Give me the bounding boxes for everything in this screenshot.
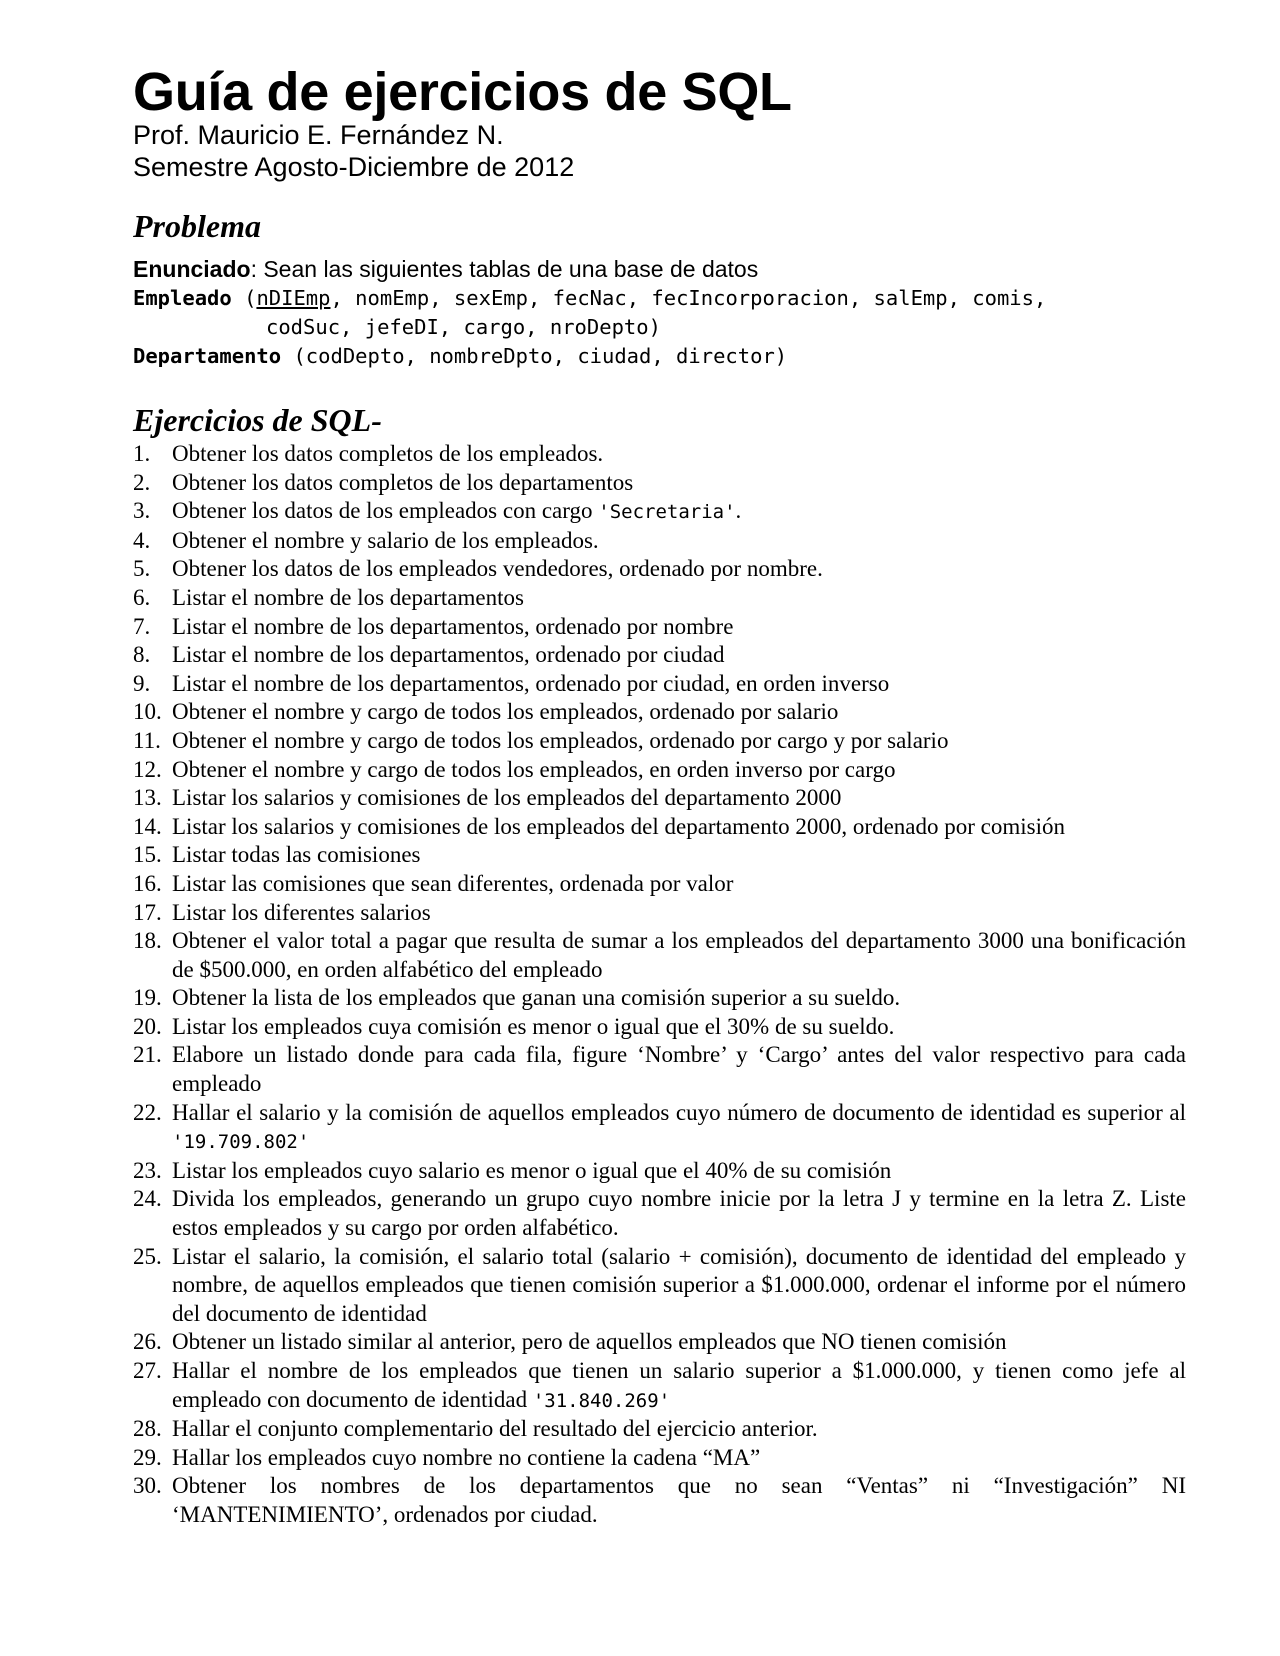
empleado-open: ( bbox=[231, 286, 257, 310]
exercise-item bbox=[133, 1243, 1186, 1329]
exercise-text: Hallar el nombre de los empleados que tienen un salario superior a $1.000.000, y tienen como jefe al empleado con documento de identidad bbox=[172, 1358, 1186, 1412]
exercise-item bbox=[133, 1472, 1186, 1529]
exercise-number: 22. bbox=[133, 1099, 162, 1125]
exercise-text-suffix: . bbox=[735, 498, 742, 524]
empleado-table-name: Empleado bbox=[133, 286, 232, 310]
page-title: Guía de ejercicios de SQL bbox=[133, 62, 792, 122]
exercise-item bbox=[133, 927, 1186, 984]
ejercicios-heading: Ejercicios de SQL- bbox=[133, 402, 382, 438]
exercise-item bbox=[133, 527, 1186, 556]
exercise-number: 20. bbox=[133, 1013, 162, 1039]
exercise-item bbox=[133, 497, 1186, 527]
exercise-text: Obtener los datos de los empleados con cargo bbox=[172, 498, 599, 524]
exercise-number: 18. bbox=[133, 928, 162, 954]
exercise-item bbox=[133, 784, 1186, 813]
exercise-number: 12. bbox=[133, 756, 162, 782]
exercise-number: 4. bbox=[133, 527, 151, 553]
exercise-text: Listar el nombre de los departamentos bbox=[172, 584, 524, 610]
exercise-number: 27. bbox=[133, 1358, 162, 1383]
exercise-number: 2. bbox=[133, 469, 151, 495]
exercise-text: Listar los salarios y comisiones de los empleados del departamento 2000, ordenado por comisión bbox=[172, 813, 1065, 839]
exercise-item bbox=[133, 756, 1186, 785]
exercise-item bbox=[133, 841, 1186, 870]
exercise-number: 9. bbox=[133, 670, 151, 696]
exercise-number: 7. bbox=[133, 613, 151, 639]
enunciado-line bbox=[133, 254, 758, 284]
exercise-text: Divida los empleados, generando un grupo cuyo nombre inicie por la letra J y termine en la letra Z. Liste estos empleados y su cargo por orden alfabético. bbox=[172, 1186, 1186, 1241]
exercise-text: Obtener el nombre y salario de los empleados. bbox=[172, 527, 599, 553]
semester-line: Semestre Agosto-Diciembre de 2012 bbox=[133, 152, 575, 182]
empleado-schema-line-1 bbox=[133, 284, 1046, 313]
author-line: Prof. Mauricio E. Fernández N. bbox=[133, 120, 504, 150]
exercise-number: 21. bbox=[133, 1042, 162, 1068]
exercise-text: Listar los empleados cuya comisión es menor o igual que el 30% de su sueldo. bbox=[172, 1013, 895, 1039]
exercise-text: Obtener la lista de los empleados que ganan una comisión superior a su sueldo. bbox=[172, 985, 901, 1011]
exercise-text: Listar todas las comisiones bbox=[172, 842, 421, 868]
exercise-item bbox=[133, 813, 1186, 842]
exercise-item bbox=[133, 1357, 1186, 1415]
exercise-text: Listar las comisiones que sean diferentes, ordenada por valor bbox=[172, 870, 734, 896]
exercise-number: 8. bbox=[133, 642, 151, 668]
exercise-text: Listar el nombre de los departamentos, ordenado por ciudad bbox=[172, 642, 725, 668]
exercise-code-literal: 'Secretaria' bbox=[598, 501, 736, 524]
exercise-number: 28. bbox=[133, 1416, 162, 1442]
exercise-number: 1. bbox=[133, 441, 151, 466]
exercise-item bbox=[133, 870, 1186, 899]
departamento-table-name: Departamento bbox=[133, 344, 282, 368]
exercise-text: Listar los empleados cuyo salario es menor o igual que el 40% de su comisión bbox=[172, 1157, 892, 1183]
exercise-number: 25. bbox=[133, 1243, 162, 1269]
exercise-text: Listar los salarios y comisiones de los empleados del departamento 2000 bbox=[172, 785, 842, 811]
exercise-item bbox=[133, 984, 1186, 1013]
exercise-number: 23. bbox=[133, 1157, 162, 1183]
exercise-number: 24. bbox=[133, 1186, 162, 1212]
exercise-text: Listar el salario, la comisión, el salario total (salario + comisión), documento de identidad del empleado y nombre, de aquellos empleados que tienen comisión superior a $1.000.000, ordenar el informe por el número del documento de identidad bbox=[172, 1243, 1186, 1326]
exercise-item bbox=[133, 555, 1186, 584]
exercise-text: Obtener el nombre y cargo de todos los empleados, ordenado por cargo y por salario bbox=[172, 727, 949, 753]
exercise-number: 5. bbox=[133, 556, 151, 582]
exercise-number: 10. bbox=[133, 699, 162, 725]
exercise-text: Obtener el valor total a pagar que resulta de sumar a los empleados del departamento 3000 una bonificación de $500.000, en orden alfabético del empleado bbox=[172, 928, 1186, 982]
exercise-item bbox=[133, 1328, 1186, 1357]
exercise-item bbox=[133, 584, 1186, 613]
exercise-code-literal: '19.709.802' bbox=[172, 1131, 310, 1154]
exercise-text: Obtener los datos completos de los empleados. bbox=[172, 441, 604, 466]
exercise-item bbox=[133, 670, 1186, 699]
exercise-item bbox=[133, 899, 1186, 928]
exercise-item bbox=[133, 1013, 1186, 1042]
exercise-text: Hallar el conjunto complementario del resultado del ejercicio anterior. bbox=[172, 1416, 818, 1442]
enunciado-text: : Sean las siguientes tablas de una base de datos bbox=[250, 256, 759, 282]
exercise-text: Listar los diferentes salarios bbox=[172, 899, 431, 925]
departamento-fields: (codDepto, nombreDpto, ciudad, director) bbox=[281, 344, 788, 368]
departamento-schema-line bbox=[133, 342, 787, 371]
exercise-item bbox=[133, 1099, 1186, 1157]
empleado-primary-key: nDIEmp bbox=[256, 286, 331, 310]
problema-heading: Problema bbox=[133, 208, 261, 244]
exercise-item bbox=[133, 1157, 1186, 1186]
exercise-text: Elabore un listado donde para cada fila, figure ‘Nombre’ y ‘Cargo’ antes del valor respectivo para cada empleado bbox=[172, 1042, 1186, 1097]
exercise-item bbox=[133, 469, 1186, 498]
empleado-schema-line-2: codSuc, jefeDI, cargo, nroDepto) bbox=[266, 315, 661, 339]
exercise-number: 11. bbox=[133, 727, 161, 753]
exercise-text: Hallar el salario y la comisión de aquellos empleados cuyo número de documento de identidad es superior al bbox=[172, 1099, 1186, 1125]
exercise-text: Obtener los datos de los empleados vendedores, ordenado por nombre. bbox=[172, 556, 823, 582]
exercise-number: 14. bbox=[133, 813, 162, 839]
enunciado-label: Enunciado bbox=[133, 256, 251, 282]
exercise-text: Obtener el nombre y cargo de todos los empleados, ordenado por salario bbox=[172, 699, 839, 725]
exercise-number: 6. bbox=[133, 584, 151, 610]
exercise-text: Listar el nombre de los departamentos, ordenado por nombre bbox=[172, 613, 734, 639]
exercise-text: Listar el nombre de los departamentos, ordenado por ciudad, en orden inverso bbox=[172, 670, 890, 696]
exercise-item bbox=[133, 1444, 1186, 1473]
exercise-number: 16. bbox=[133, 870, 162, 896]
exercise-number: 26. bbox=[133, 1329, 162, 1355]
exercise-list bbox=[133, 440, 1186, 1530]
exercise-item bbox=[133, 641, 1186, 670]
exercise-text: Obtener los datos completos de los departamentos bbox=[172, 469, 634, 495]
exercise-number: 3. bbox=[133, 498, 151, 524]
exercise-text: Obtener los nombres de los departamentos que no sean “Ventas” ni “Investigación” NI ‘MANTENIMIENTO’, ordenados por ciudad. bbox=[172, 1473, 1186, 1527]
exercise-text: Obtener el nombre y cargo de todos los empleados, en orden inverso por cargo bbox=[172, 756, 896, 782]
empleado-fields-1: , nomEmp, sexEmp, fecNac, fecIncorporacion, salEmp, comis, bbox=[330, 286, 1047, 310]
exercise-text: Obtener un listado similar al anterior, pero de aquellos empleados que NO tienen comisión bbox=[172, 1329, 1007, 1355]
exercise-item bbox=[133, 1185, 1186, 1242]
exercise-item bbox=[133, 698, 1186, 727]
exercise-text: Hallar los empleados cuyo nombre no contiene la cadena “MA” bbox=[172, 1444, 761, 1470]
exercise-item bbox=[133, 1041, 1186, 1098]
exercise-item bbox=[133, 440, 1186, 469]
exercise-number: 15. bbox=[133, 842, 162, 868]
exercise-number: 19. bbox=[133, 985, 162, 1011]
exercise-item bbox=[133, 727, 1186, 756]
exercise-code-literal: '31.840.269' bbox=[532, 1389, 671, 1412]
exercise-number: 29. bbox=[133, 1444, 162, 1470]
exercise-number: 17. bbox=[133, 899, 162, 925]
exercise-number: 30. bbox=[133, 1473, 162, 1499]
exercise-number: 13. bbox=[133, 785, 162, 811]
exercise-item bbox=[133, 613, 1186, 642]
exercise-item bbox=[133, 1415, 1186, 1444]
